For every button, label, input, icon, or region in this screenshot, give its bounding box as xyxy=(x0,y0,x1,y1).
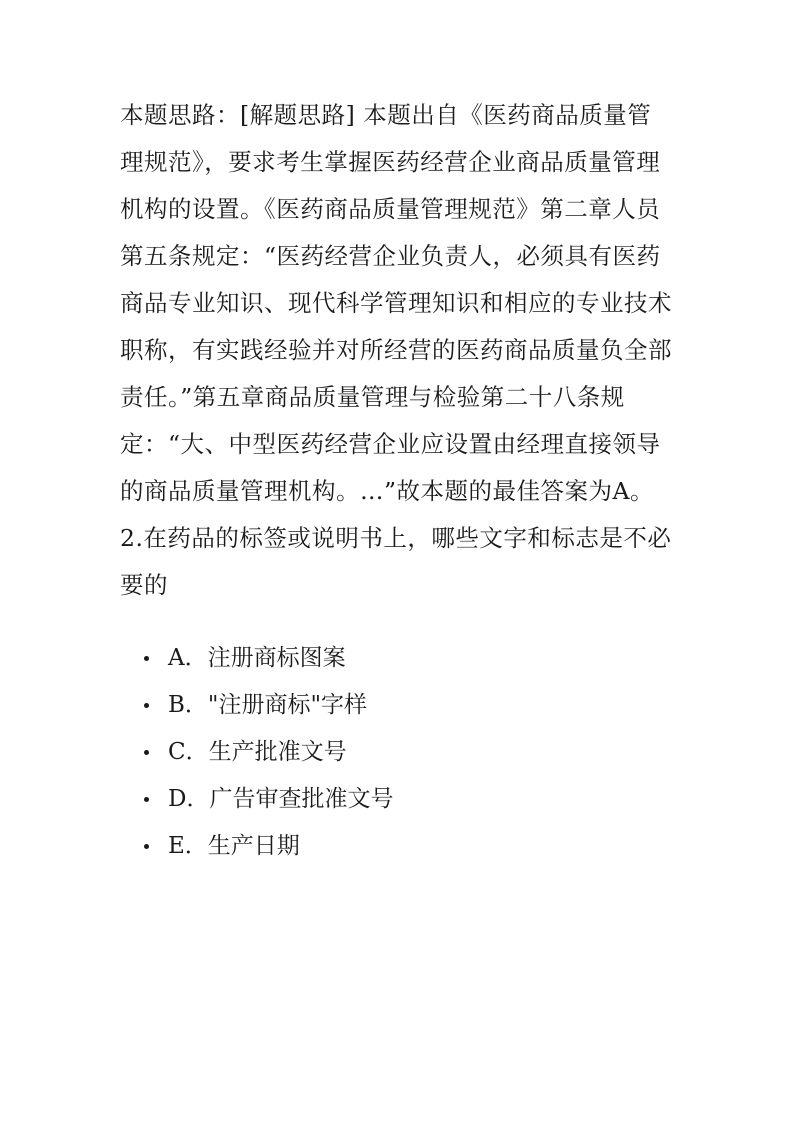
answer-option-b xyxy=(120,682,676,729)
question-text xyxy=(120,515,676,609)
answer-option-c xyxy=(120,729,676,776)
bullet-icon xyxy=(144,750,149,755)
answer-option-a xyxy=(120,635,676,682)
answer-option-label: D．广告审查批准文号 xyxy=(168,786,394,812)
answer-option-label: B．"注册商标"字样 xyxy=(168,692,368,718)
question-line: 要的 xyxy=(120,571,168,599)
explanation-line: 商品专业知识、现代科学管理知识和相应的专业技术 xyxy=(120,289,672,317)
explanation-line: 的商品质量管理机构。…”故本题的最佳答案为A。 xyxy=(120,477,654,505)
explanation-line: 本题思路：[解题思路] 本题出自《医药商品质量管 xyxy=(120,101,652,129)
bullet-icon xyxy=(144,703,149,708)
explanation-line: 职称，有实践经验并对所经营的医药商品质量负全部 xyxy=(120,336,672,364)
bullet-icon xyxy=(144,797,149,802)
question-line: 2.在药品的标签或说明书上，哪些文字和标志是不必 xyxy=(120,524,672,552)
explanation-line: 定：“大、中型医药经营企业应设置由经理直接领导 xyxy=(120,430,661,458)
answer-option-d xyxy=(120,776,676,823)
explanation-line: 机构的设置。《医药商品质量管理规范》第二章人员 xyxy=(120,195,661,223)
answer-option-label: A．注册商标图案 xyxy=(168,645,346,671)
answer-option-label: E．生产日期 xyxy=(168,833,300,859)
bullet-icon xyxy=(144,844,149,849)
explanation-line: 责任。”第五章商品质量管理与检验第二十八条规 xyxy=(120,383,625,411)
document-page xyxy=(120,92,676,870)
explanation-line: 理规范》，要求考生掌握医药经营企业商品质量管理 xyxy=(120,148,661,176)
answer-option-e xyxy=(120,823,676,870)
bullet-icon xyxy=(144,656,149,661)
answer-options-list xyxy=(120,635,676,870)
explanation-line: 第五条规定：“医药经营企业负责人，必须具有医药 xyxy=(120,242,661,270)
explanation-paragraph xyxy=(120,92,676,515)
answer-option-label: C．生产批准文号 xyxy=(168,739,347,765)
